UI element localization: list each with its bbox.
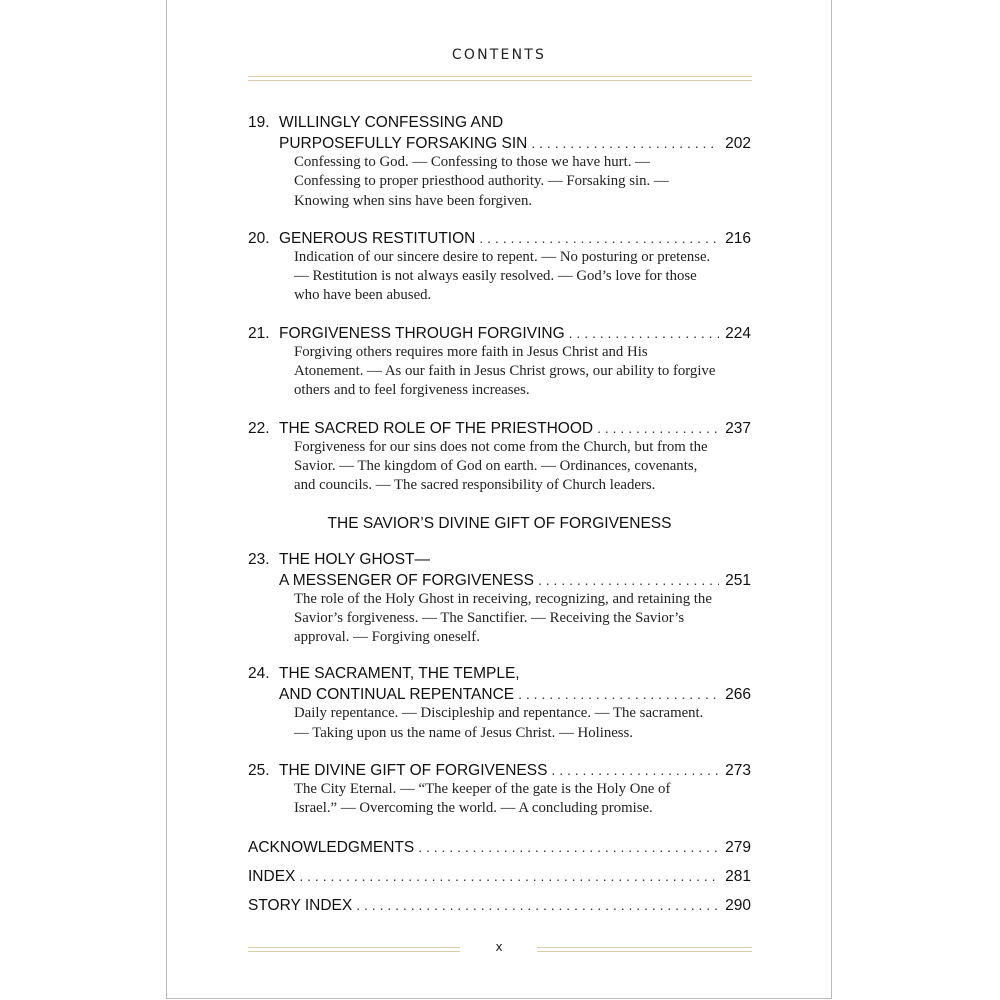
chapter-number: 25. — [248, 762, 270, 780]
dot-leader — [531, 133, 719, 153]
chapter-title: THE SACRED ROLE OF THE PRIESTHOOD — [279, 419, 594, 437]
toc-entry-19 — [248, 113, 751, 211]
page-number: 273 — [725, 762, 751, 780]
toc-entry-title-line — [248, 133, 751, 153]
footer-rule-right — [537, 947, 752, 952]
toc-entry-title-line — [248, 684, 751, 704]
page-number: 224 — [725, 324, 751, 342]
page-number: 290 — [725, 896, 751, 914]
dot-leader — [569, 323, 719, 343]
toc-entry-21 — [248, 323, 751, 401]
chapter-number: 19. — [248, 114, 270, 131]
chapter-description: Indication of our sincere desire to repent. — No posturing or pretense. — Restitution is not always easily resolved. — God’s love for those who have been abused. — [294, 248, 711, 304]
book-page — [166, 0, 832, 999]
section-heading: THE SAVIOR’S DIVINE GIFT OF FORGIVENESS — [327, 514, 672, 532]
toc-entry-index — [248, 866, 751, 886]
chapter-description: The role of the Holy Ghost in receiving, recognizing, and retaining the Savior’s forgiveness. — The Sanctifier. — Receiving the Savior’s approval. — Forgiving oneself. — [294, 590, 712, 646]
chapter-title: A MESSENGER OF FORGIVENESS — [279, 571, 534, 589]
dot-leader — [479, 228, 719, 248]
page-number: 266 — [725, 686, 751, 704]
chapter-description: The City Eternal. — “The keeper of the gate is the Holy One of Israel.” — Overcoming the world. — A concluding promise. — [294, 781, 671, 817]
chapter-number: 22. — [248, 419, 270, 437]
chapter-description: Forgiving others requires more faith in Jesus Christ and His Atonement. — As our faith in Jesus Christ grows, our ability to forgive others and to feel forgiveness increases. — [294, 343, 716, 399]
dot-leader — [597, 418, 719, 438]
chapter-number: 23. — [248, 550, 270, 568]
page-number: 237 — [725, 419, 751, 437]
toc-entry-title-line — [248, 570, 751, 590]
toc-entry-story-index — [248, 895, 751, 915]
toc-entry-20 — [248, 228, 751, 306]
chapter-description: Forgiveness for our sins does not come from the Church, but from the Savior. — The kingdom of God on earth. — Ordinances, covenants, and councils. — The sacred responsibility of Church leaders. — [294, 438, 708, 494]
dot-leader — [418, 837, 719, 857]
back-matter-title: INDEX — [248, 867, 296, 885]
chapter-title: FORGIVENESS THROUGH FORGIVING — [279, 324, 565, 342]
page-number: 279 — [725, 838, 751, 856]
toc-entry-title-line — [248, 113, 751, 133]
chapter-number: 21. — [248, 324, 270, 342]
page-number: 202 — [725, 135, 751, 152]
toc-entry-22 — [248, 418, 751, 496]
toc-entry-title-line — [248, 323, 751, 343]
chapter-title: THE DIVINE GIFT OF FORGIVENESS — [279, 762, 548, 780]
toc-entry-title-line — [248, 418, 751, 438]
chapter-title: PURPOSEFULLY FORSAKING SIN — [279, 135, 528, 152]
page-folio: x — [495, 940, 503, 954]
chapter-description: Daily repentance. — Discipleship and repentance. — The sacrament. — Taking upon us the name of Jesus Christ. — Holiness. — [294, 705, 704, 741]
chapter-description: Confessing to God. — Confessing to those we have hurt. — Confessing to proper priesthood authority. — Forsaking sin. — Knowing when sins have been forgiven. — [294, 154, 669, 209]
toc-entry-acknowledgments — [248, 837, 751, 857]
back-matter-title: ACKNOWLEDGMENTS — [248, 838, 415, 856]
dot-leader — [518, 684, 719, 704]
page-number: 251 — [725, 571, 751, 589]
back-matter-title: STORY INDEX — [248, 896, 353, 914]
toc-entry-title-line — [248, 664, 751, 684]
dot-leader — [356, 895, 719, 915]
header-rule — [248, 76, 752, 81]
table-of-contents — [248, 113, 751, 924]
chapter-title: THE SACRAMENT, THE TEMPLE, — [279, 665, 520, 683]
dot-leader — [551, 760, 719, 780]
toc-entry-23 — [248, 550, 751, 648]
chapter-title: GENEROUS RESTITUTION — [279, 229, 476, 247]
page-number: 216 — [725, 229, 751, 247]
chapter-number: 20. — [248, 229, 270, 247]
toc-entry-title-line — [248, 550, 751, 570]
toc-entry-title-line — [248, 228, 751, 248]
dot-leader — [299, 866, 719, 886]
chapter-number: 24. — [248, 665, 270, 683]
chapter-title: THE HOLY GHOST— — [279, 550, 431, 568]
toc-entry-24 — [248, 664, 751, 743]
page-number: 281 — [725, 867, 751, 885]
dot-leader — [538, 570, 719, 590]
toc-entry-title-line — [248, 760, 751, 780]
chapter-title: AND CONTINUAL REPENTANCE — [279, 686, 515, 704]
page-header-title: CONTENTS — [451, 47, 547, 63]
toc-entry-25 — [248, 760, 751, 819]
back-matter-list — [248, 837, 751, 915]
chapter-title: WILLINGLY CONFESSING AND — [279, 114, 504, 131]
